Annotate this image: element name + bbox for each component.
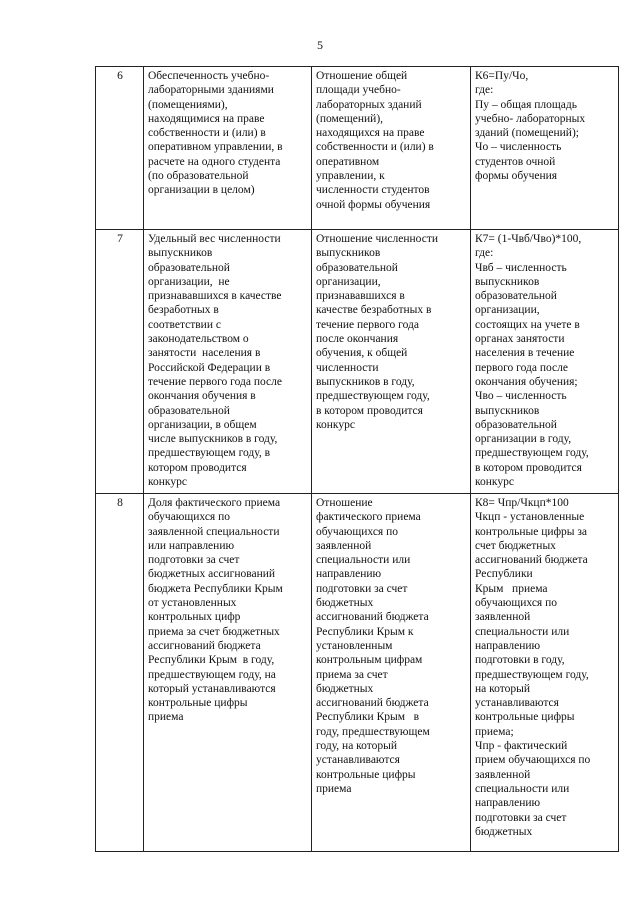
cell-text-line: фактического приема [316,511,421,524]
cell-text-line: от установленных [148,597,237,610]
cell-text-line: подготовки за счет [475,811,567,824]
cell-text-line: занятости населения в [148,347,261,360]
cell-text-line: студентов очной [475,155,556,168]
criterion-definition-cell [312,494,471,852]
cell-text-line: приема [148,711,184,724]
cell-text-line: контрольных цифр [148,611,241,624]
cell-text-line: соответствии с [148,318,221,331]
cell-text-line: бюджетных ассигнований [148,568,276,581]
cell-text-line: управлении, к [316,170,385,183]
cell-text-line: обучения, к общей [316,347,408,360]
cell-text-line: течение первого года после [148,375,283,388]
cell-text-line: где: [475,84,494,97]
cell-text-line: контрольные цифры [475,711,575,724]
cell-text-line: находящимися на праве [148,112,265,125]
criterion-name-cell [144,230,312,494]
cell-text-line: Чо – численность [475,141,562,154]
cell-text-line: заявленной [316,539,372,552]
cell-text-line: ассигнований бюджета [316,697,429,710]
cell-text-line: заявленной [475,768,531,781]
cell-text-line: Чпр - фактический [475,740,568,753]
cell-text-line: котором проводится [148,461,247,474]
row-number-cell: 7 [96,230,144,494]
cell-text-line: приема; [475,725,514,738]
cell-text-line: Республики Крым в [316,711,420,724]
cell-text-line: лабораторных зданий [316,98,422,111]
cell-text-line: специальности или [475,782,570,795]
cell-text-line: который устанавливаются [148,682,276,695]
cell-text-line: приема за счет бюджетных [148,625,280,638]
cell-text-line: в котором проводится [316,404,423,417]
cell-text-line: приема [316,782,352,795]
cell-text-line: оперативном [316,155,380,168]
cell-text-line: Крым приема [475,582,548,595]
cell-text-line: конкурс [475,476,514,489]
cell-text-line: Чкцп - установленные [475,511,585,524]
cell-text-line: Доля фактического приема [148,497,281,509]
cell-text-line: прием обучающихся по [475,754,591,767]
cell-text-line: выпускников [148,247,213,260]
cell-text-line: организации, не [148,275,230,288]
table-row [96,230,619,494]
cell-text-line: бюджетных [475,825,533,838]
cell-text-line: бюджета Республики Крым [148,582,283,595]
cell-text-line: или направлению [148,539,235,552]
criterion-formula-cell [471,230,619,494]
criteria-table [95,66,619,852]
cell-text-line: ассигнований бюджета [475,554,588,567]
cell-text-line: организации, [475,304,540,317]
cell-text-line: образовательной [475,418,557,431]
cell-text-line: подготовки в году, [475,654,565,667]
criterion-definition-cell [312,67,471,230]
cell-text-line: первого года после [475,361,568,374]
cell-text-line: окончания обучения; [475,375,578,388]
cell-text-line: устанавливаются [475,697,559,710]
cell-text-line: качестве безработных в [316,304,432,317]
cell-text-line: выпускников в году, [316,375,415,388]
cell-text-line: контрольные цифры за [475,525,588,538]
table-row [96,494,619,852]
criterion-formula-cell [471,494,619,852]
cell-text-line: численности студентов [316,184,430,197]
cell-text-line: конкурс [316,418,355,431]
cell-text-line: Удельный вес численности [148,233,281,245]
row-number-cell: 8 [96,494,144,852]
cell-text-line: собственности и (или) в [316,141,434,154]
cell-text-line: контрольные цифры [148,697,248,710]
cell-text-line: выпускников [475,275,540,288]
cell-text-line: К8= Чпр/Чкцп*100 [475,497,569,509]
cell-text-line: числе выпускников в году, [148,433,278,446]
cell-text-line: предшествующем году, на [148,668,276,681]
cell-text-line: устанавливаются [316,754,400,767]
cell-text-line: Республики [475,568,533,581]
cell-text-line: на который [475,682,530,695]
cell-text-line: Отношение [316,497,373,509]
cell-text-line: окончания обучения в [148,390,256,403]
cell-text-line: организации, в общем [148,418,257,431]
cell-text-line: формы обучения [475,170,558,183]
cell-text-line: подготовки за счет [148,554,240,567]
cell-text-line: выпускников [316,247,381,260]
cell-text-line: Республики Крым в году, [148,654,275,667]
cell-text-line: безработных в [148,304,219,317]
cell-text-line: находящихся на праве [316,127,425,140]
cell-text-line: учебно- лабораторных [475,112,586,125]
cell-text-line: органах занятости [475,333,565,346]
cell-text-line: Чвб – численность [475,261,567,274]
cell-text-line: Обеспеченность учебно- [148,70,270,82]
cell-text-line: обучающихся по [316,525,398,538]
cell-text-line: признававшихся в [316,290,405,303]
cell-text-line: направлению [475,797,541,810]
criterion-name-cell [144,494,312,852]
cell-text-line: образовательной [148,404,230,417]
criterion-name-cell [144,67,312,230]
cell-text-line: предшествующем году, [316,390,430,403]
cell-text-line: бюджетных [316,682,374,695]
criterion-definition-cell [312,230,471,494]
cell-text-line: образовательной [475,290,557,303]
cell-text-line: очной формы обучения [316,198,431,211]
cell-text-line: специальности или [475,625,570,638]
cell-text-line: выпускников [475,404,540,417]
cell-text-line: организации, [316,275,381,288]
cell-text-line: (по образовательной [148,170,249,183]
cell-text-line: (помещений), [316,112,384,125]
cell-text-line: К7= (1-Чвб/Чво)*100, [475,233,582,245]
cell-text-line: конкурс [148,476,187,489]
cell-text-line: Отношение общей [316,70,408,82]
criteria-table-body [96,67,619,852]
cell-text-line: счет бюджетных [475,539,556,552]
table-row [96,67,619,230]
cell-text-line: Пу – общая площадь [475,98,577,111]
cell-text-line: после окончания [316,333,399,346]
cell-text-line: Чво – численность [475,390,567,403]
cell-text-line: контрольные цифры [316,768,416,781]
cell-text-line: организации в целом) [148,184,255,197]
cell-text-line: заявленной [475,611,531,624]
cell-text-line: расчете на одного студента [148,155,281,168]
cell-text-line: предшествующем году, [475,447,589,460]
cell-text-line: ассигнований бюджета [148,639,261,652]
cell-text-line: приема за счет [316,668,388,681]
page-number: 5 [317,38,323,52]
cell-text-line: оперативном управлении, в [148,141,283,154]
cell-text-line: Российской Федерации в [148,361,271,374]
cell-text-line: зданий (помещений); [475,127,579,140]
cell-text-line: предшествующем году, в [148,447,271,460]
cell-text-line: К6=Пу/Чо, [475,70,529,82]
cell-text-line: подготовки за счет [316,582,408,595]
cell-text-line: в котором проводится [475,461,582,474]
cell-text-line: признававшихся в качестве [148,290,282,303]
cell-text-line: ассигнований бюджета [316,611,429,624]
cell-text-line: численности [316,361,379,374]
cell-text-line: установленным [316,639,393,652]
cell-text-line: течение первого года [316,318,419,331]
cell-text-line: площади учебно- [316,84,401,97]
cell-text-line: образовательной [316,261,398,274]
cell-text-line: Республики Крым к [316,625,414,638]
cell-text-line: направлению [316,568,382,581]
cell-text-line: направлению [475,639,541,652]
cell-text-line: предшествующем году, [475,668,589,681]
cell-text-line: (помещениями), [148,98,228,111]
cell-text-line: заявленной специальности [148,525,280,538]
cell-text-line: обучающихся по [475,597,557,610]
cell-text-line: собственности и (или) в [148,127,266,140]
cell-text-line: образовательной [148,261,230,274]
cell-text-line: населения в течение [475,347,575,360]
cell-text-line: Отношение численности [316,233,438,245]
cell-text-line: лабораторными зданиями [148,84,274,97]
cell-text-line: специальности или [316,554,411,567]
cell-text-line: бюджетных [316,597,374,610]
cell-text-line: обучающихся по [148,511,230,524]
cell-text-line: законодательством о [148,333,249,346]
cell-text-line: контрольным цифрам [316,654,423,667]
criterion-formula-cell [471,67,619,230]
cell-text-line: году, на который [316,740,398,753]
cell-text-line: где: [475,247,494,260]
row-number-cell: 6 [96,67,144,230]
cell-text-line: организации в году, [475,433,572,446]
cell-text-line: году, предшествующем [316,725,430,738]
cell-text-line: состоящих на учете в [475,318,580,331]
